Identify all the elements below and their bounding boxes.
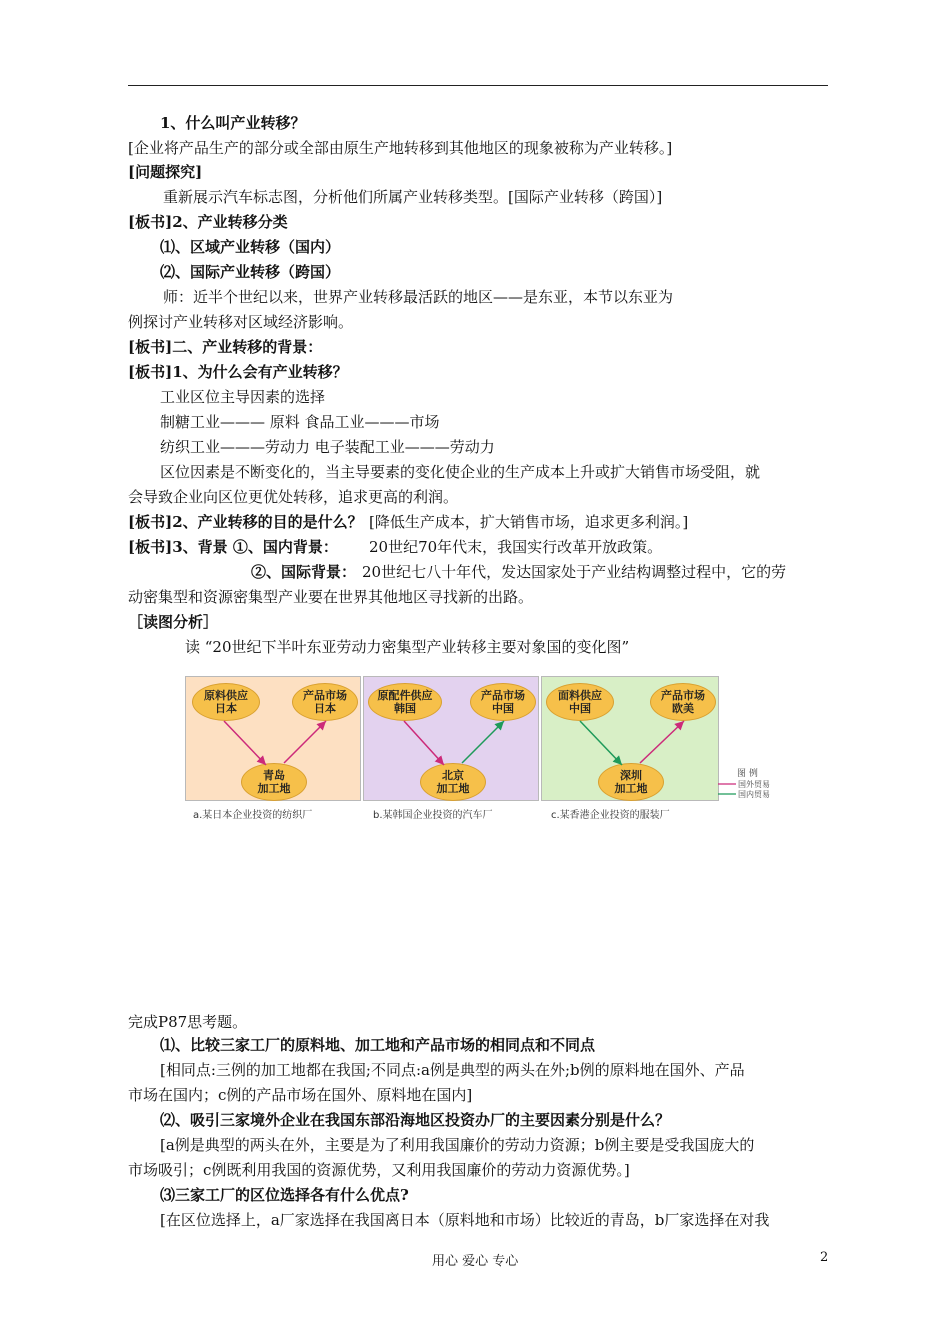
output-arrow bbox=[640, 721, 684, 763]
page-number: 2 bbox=[820, 1250, 829, 1265]
text-line: 师：近半个世纪以来，世界产业转移最活跃的地区——是东亚，本节以东亚为 bbox=[163, 288, 674, 306]
text-line: ⑴、比较三家工厂的原料地、加工地和产品市场的相同点和不同点 bbox=[160, 1036, 596, 1054]
panel-b bbox=[363, 676, 539, 801]
text-line: [板书]二、产业转移的背景： bbox=[128, 338, 323, 356]
text-line: ［读图分析］ bbox=[128, 613, 219, 631]
output-arrow bbox=[284, 721, 326, 763]
output-arrow bbox=[462, 721, 504, 763]
text-line: ②、国际背景： bbox=[251, 563, 357, 581]
text-line: [板书]2、产业转移的目的是什么？ bbox=[128, 513, 363, 531]
text-line: 完成P87思考题。 bbox=[128, 1013, 248, 1031]
text-line: 市场在国内；c例的产品市场在国外、原料地在国内] bbox=[128, 1086, 473, 1104]
text-line: ⑵、国际产业转移（跨国） bbox=[160, 263, 341, 281]
text-line: 重新展示汽车标志图，分析他们所属产业转移类型。[国际产业转移（跨国）] bbox=[163, 188, 663, 206]
text-line: [a例是典型的两头在外，主要是为了利用我国廉价的劳动力资源；b例主要是受我国庞大的 bbox=[160, 1136, 755, 1154]
market-node: 产品市场 中国 bbox=[470, 683, 536, 721]
text-line: 20世纪70年代末，我国实行改革开放政策。 bbox=[369, 538, 663, 556]
market-node: 产品市场 日本 bbox=[292, 683, 358, 721]
text-line: 工业区位主导因素的选择 bbox=[160, 388, 326, 406]
source-node: 原配件供应 韩国 bbox=[368, 683, 442, 721]
legend-swatches bbox=[718, 780, 738, 802]
panel-c bbox=[541, 676, 719, 801]
panel-a bbox=[185, 676, 361, 801]
text-line: [板书]3、背景 ①、国内背景： bbox=[128, 538, 338, 556]
legend-domestic: 国内贸易 bbox=[738, 790, 770, 799]
factory-node: 北京 加工地 bbox=[420, 763, 486, 801]
legend-foreign: 国外贸易 bbox=[738, 780, 770, 789]
caption-a: a.某日本企业投资的纺织厂 bbox=[193, 810, 313, 821]
panel-a-arrows bbox=[186, 677, 362, 802]
text-line: 1、什么叫产业转移？ bbox=[160, 114, 306, 132]
source-node: 原料供应 日本 bbox=[192, 683, 260, 721]
text-line: [降低生产成本，扩大销售市场，追求更多利润。] bbox=[369, 513, 689, 531]
text-line: 会导致企业向区位更优处转移，追求更高的利润。 bbox=[128, 488, 459, 506]
text-line: 读 “20世纪下半叶东亚劳动力密集型产业转移主要对象国的变化图” bbox=[185, 638, 630, 656]
text-line: ⑶三家工厂的区位选择各有什么优点? bbox=[160, 1186, 409, 1204]
header-rule bbox=[128, 85, 828, 86]
text-line: 20世纪七八十年代，发达国家处于产业结构调整过程中，它的劳 bbox=[362, 563, 787, 581]
footer-text: 用心 爱心 专心 bbox=[432, 1254, 519, 1269]
caption-c: c.某香港企业投资的服装厂 bbox=[551, 810, 670, 821]
input-arrow bbox=[404, 721, 444, 765]
text-line: [在区位选择上，a厂家选择在我国离日本（原料地和市场）比较近的青岛，b厂家选择在对我 bbox=[160, 1211, 770, 1229]
input-arrow bbox=[224, 721, 266, 765]
text-line: ⑵、吸引三家境外企业在我国东部沿海地区投资办厂的主要因素分别是什么？ bbox=[160, 1111, 671, 1129]
text-line: ⑴、区域产业转移（国内） bbox=[160, 238, 341, 256]
legend-title: 图 例 bbox=[737, 769, 758, 779]
text-line: 区位因素是不断变化的，当主导要素的变化使企业的生产成本上升或扩大销售市场受阻，就 bbox=[160, 463, 761, 481]
text-line: 例探讨产业转移对区域经济影响。 bbox=[128, 313, 354, 331]
factory-node: 深圳 加工地 bbox=[598, 763, 664, 801]
panel-b-arrows bbox=[364, 677, 540, 802]
text-line: [企业将产品生产的部分或全部由原生产地转移到其他地区的现象被称为产业转移。] bbox=[128, 139, 673, 157]
text-line: [板书]2、产业转移分类 bbox=[128, 213, 288, 231]
source-node: 面料供应 中国 bbox=[546, 683, 614, 721]
text-line: 动密集型和资源密集型产业要在世界其他地区寻找新的出路。 bbox=[128, 588, 534, 606]
text-line: 制糖工业——— 原料 食品工业———市场 bbox=[160, 413, 440, 431]
panel-c-arrows bbox=[542, 677, 720, 802]
factory-node: 青岛 加工地 bbox=[241, 763, 307, 801]
caption-b: b.某韩国企业投资的汽车厂 bbox=[373, 810, 493, 821]
input-arrow bbox=[580, 721, 622, 765]
text-line: [问题探究] bbox=[128, 163, 203, 181]
text-line: [相同点:三例的加工地都在我国;不同点:a例是典型的两头在外;b例的原料地在国外、产品 bbox=[160, 1061, 745, 1079]
industry-transfer-figure bbox=[185, 676, 800, 824]
market-node: 产品市场 欧美 bbox=[650, 683, 716, 721]
text-line: 市场吸引；c例既利用我国的资源优势，又利用我国廉价的劳动力资源优势。] bbox=[128, 1161, 630, 1179]
text-line: [板书]1、为什么会有产业转移？ bbox=[128, 363, 348, 381]
text-line: 纺织工业———劳动力 电子装配工业———劳动力 bbox=[160, 438, 495, 456]
